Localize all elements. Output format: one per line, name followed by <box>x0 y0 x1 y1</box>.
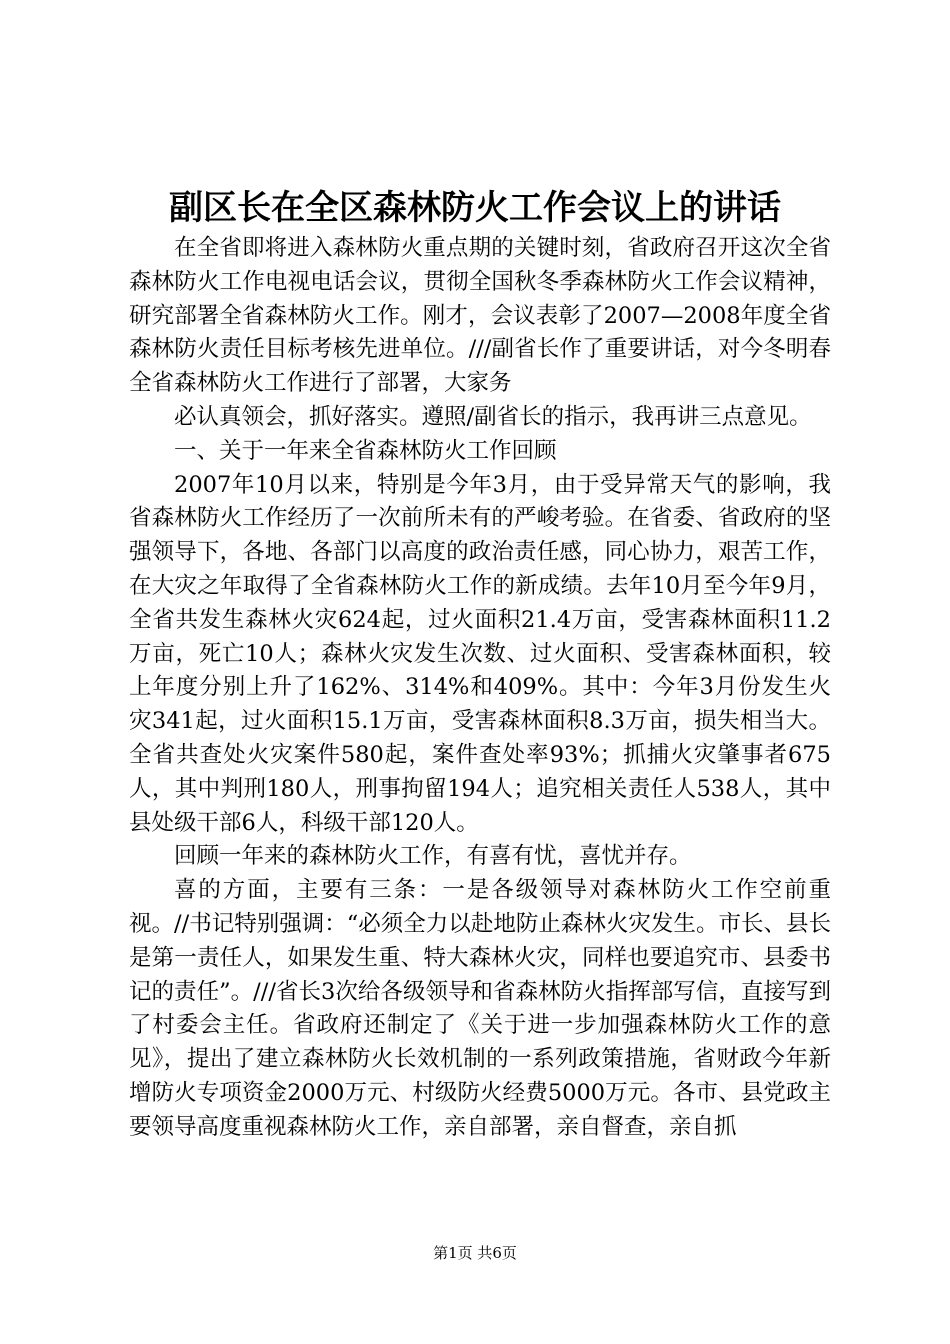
document-body <box>129 232 831 1145</box>
paragraph-positives: 喜的方面，主要有三条：一是各级领导对森林防火工作空前重视。//书记特别强调：“必须全力以赴地防止森林火灾发生。市长、县长是第一责任人，如果发生重、特大森林火灾，同样也要追究市、县委书记的责任”。///省长3次给各级领导和省森林防火指挥部写信，直接写到了村委会主任。省政府还制定了《关于进一步加强森林防火工作的意见》，提出了建立森林防火长效机制的一系列政策措施，省财政今年新增防火专项资金2000万元、村级防火经费5000万元。各市、县党政主要领导高度重视森林防火工作，亲自部署，亲自督查，亲自抓 <box>129 877 831 1140</box>
paragraph-intro-continued: 必认真领会，抓好落实。遵照/副省长的指示，我再讲三点意见。 <box>174 403 812 430</box>
paragraph-summary: 回顾一年来的森林防火工作，有喜有忧，喜忧并存。 <box>174 843 692 870</box>
paragraph-intro: 在全省即将进入森林防火重点期的关键时刻，省政府召开这次全省森林防火工作电视电话会议，贯彻全国秋冬季森林防火工作会议精神，研究部署全省森林防火工作。刚才，会议表彰了2007—2008年度全省森林防火责任目标考核先进单位。///副省长作了重要讲话，对今冬明春全省森林防火工作进行了部署，大家务 <box>129 235 831 397</box>
document-title: 副区长在全区森林防火工作会议上的讲话 <box>169 188 781 228</box>
paragraph-review: 2007年10月以来，特别是今年3月，由于受异常天气的影响，我省森林防火工作经历了一次前所未有的严峻考验。在省委、省政府的坚强领导下，各地、各部门以高度的政治责任感，同心协力，艰苦工作，在大灾之年取得了全省森林防火工作的新成绩。去年10月至今年9月，全省共发生森林火灾624起，过火面积21.4万亩，受害森林面积11.2万亩，死亡10人；森林火灾发生次数、过火面积、受害森林面积，较上年度分别上升了162%、314%和409%。其中：今年3月份发生火灾341起，过火面积15.1万亩，受害森林面积8.3万亩，损失相当大。全省共查处火灾案件580起，案件查处率93%；抓捕火灾肇事者675人，其中判刑180人，刑事拘留194人；追究相关责任人538人，其中县处级干部6人，科级干部120人。 <box>129 471 831 836</box>
page-number: 第1页 共6页 <box>433 1244 517 1262</box>
section-heading: 一、关于一年来全省森林防火工作回顾 <box>174 437 557 464</box>
